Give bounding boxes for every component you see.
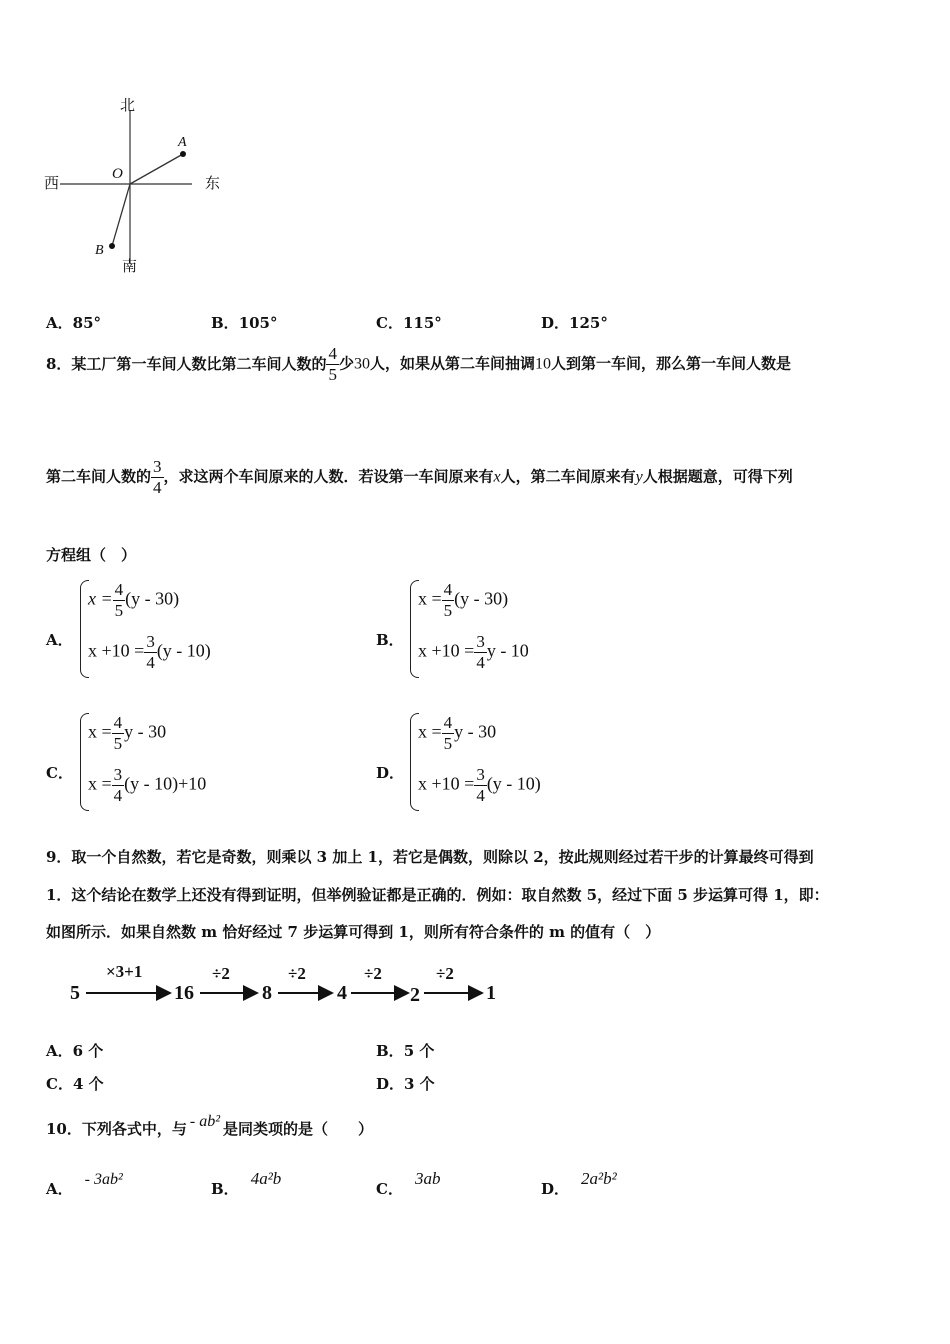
q8-option-b-label[interactable]: B． (376, 631, 404, 649)
q8-option-a-eq2: x +10 = $\frac{3}{4}$ (y - 10) (88, 632, 211, 672)
chain-n0: 5 (70, 982, 80, 1004)
q9-line3: 如图所示．如果自然数 m 恰好经过 7 步运算可得到 1，则所有符合条件的 m 的值有（ ） (46, 923, 661, 941)
q9-option-c[interactable]: C．4 个 (46, 1075, 104, 1093)
q8-option-c-eq1: x = $\frac{4}{5}$ y - 30 (88, 713, 167, 753)
q8-option-a-label[interactable]: A． (46, 631, 73, 649)
label-south: 南 (122, 257, 138, 275)
q9-chain-figure (68, 960, 508, 1008)
q8-option-b-eq2: x +10 = $\frac{3}{4}$ y - 10 (418, 632, 529, 672)
compass-figure (40, 92, 240, 277)
q7-option-d[interactable]: D．125° (541, 314, 608, 332)
chain-n1: 16 (174, 982, 194, 1004)
q8-fraction-4-5: $\frac{4}{5}$ (328, 344, 337, 384)
q8-option-d-eq2: x +10 = $\frac{3}{4}$ (y - 10) (418, 765, 541, 805)
label-east: 东 (205, 174, 221, 192)
point-a-dot (180, 151, 186, 157)
q8-option-c-label[interactable]: C． (46, 764, 73, 782)
chain-op4: ÷2 (364, 964, 382, 983)
q8-option-a-eq1: x = $\frac{4}{5}$ (y - 30) (88, 580, 180, 620)
ray-ob (112, 184, 130, 246)
point-b-dot (109, 243, 115, 249)
chain-n4: 2 (410, 984, 420, 1006)
chain-op2: ÷2 (212, 964, 230, 983)
q7-option-b[interactable]: B．105° (211, 314, 278, 332)
q9-line1: 9．取一个自然数，若它是奇数，则乘以 3 加上 1，若它是偶数，则除以 2，按此规则经过若干步的计算最终可得到 (46, 848, 814, 866)
q9-option-a[interactable]: A．6 个 (46, 1042, 104, 1060)
q8-line1: 8．某工厂第一车间人数比第二车间人数的 $\frac{4}{5}$ 少30人，如果从第二车间抽调10人到第一车间，那么第一车间人数是 (46, 344, 791, 384)
q10-option-d[interactable]: D．2a²b² (541, 1169, 617, 1198)
chain-op3: ÷2 (288, 964, 306, 983)
q8-option-d-label[interactable]: D． (376, 764, 405, 782)
label-west: 西 (44, 174, 60, 192)
chain-n2: 8 (262, 982, 272, 1004)
q8-fraction-3-4: $\frac{3}{4}$ (153, 457, 162, 497)
chain-n5: 1 (486, 982, 496, 1004)
chain-op5: ÷2 (436, 964, 454, 983)
q8-option-b-eq1: x = $\frac{4}{5}$ (y - 30) (418, 580, 509, 620)
q10-option-a[interactable]: A．- 3ab² (46, 1171, 123, 1198)
chain-op1: ×3+1 (106, 962, 143, 981)
q10-option-b[interactable]: B．4a²b (211, 1169, 282, 1198)
label-point-a: A (178, 135, 187, 150)
q7-option-c[interactable]: C．115° (376, 314, 442, 332)
q8-line2: 第二车间人数的 $\frac{3}{4}$ ，求这两个车间原来的人数．若设第一车间原来有x人，第二车间原来有y人根据题意，可得下列 (46, 457, 793, 497)
q8-option-d-eq1: x = $\frac{4}{5}$ y - 30 (418, 713, 497, 753)
q9-option-b[interactable]: B．5 个 (376, 1042, 435, 1060)
label-point-b: B (95, 243, 104, 258)
label-origin: O (112, 166, 123, 182)
q8-line3: 方程组（ ） (46, 546, 137, 564)
q9-line2: 1．这个结论在数学上还没有得到证明，但举例验证都是正确的．例如：取自然数 5，经过下面 5 步运算可得 1，即： (46, 886, 829, 904)
ray-oa (130, 154, 183, 184)
chain-n3: 4 (337, 982, 347, 1004)
q10-stem: 10．下列各式中，与 - ab² 是同类项的是（ ） (46, 1113, 374, 1138)
q9-option-d[interactable]: D．3 个 (376, 1075, 435, 1093)
q10-expr: - ab² (189, 1113, 220, 1130)
label-north: 北 (120, 96, 136, 114)
q7-option-a[interactable]: A．85° (46, 314, 102, 332)
q8-option-c-eq2: x = $\frac{3}{4}$ (y - 10)+10 (88, 765, 207, 805)
q10-option-c[interactable]: C．3ab (376, 1169, 441, 1198)
